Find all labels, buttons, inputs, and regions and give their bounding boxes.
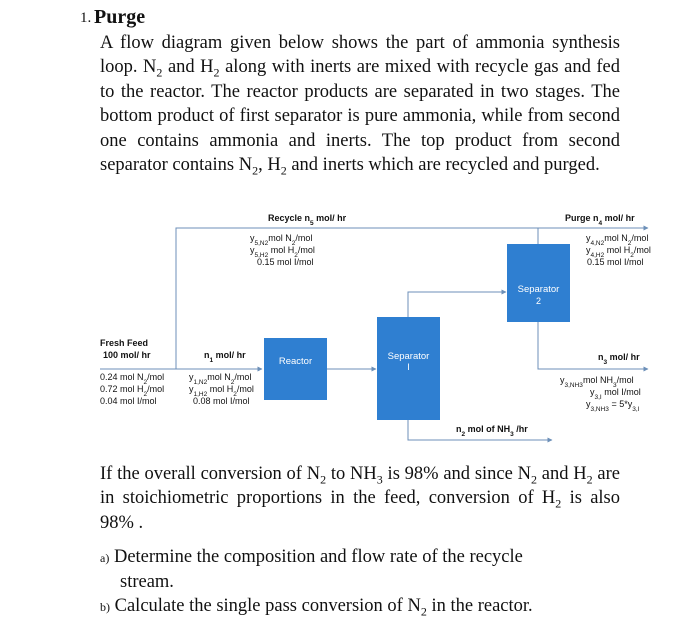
fresh-feed-title: Fresh Feed: [100, 338, 149, 348]
recycle-line: [176, 228, 538, 369]
reactor-feed-inerts: 0.08 mol I/mol: [193, 396, 250, 406]
part-b-label: b): [100, 600, 110, 614]
reactor-box: [264, 338, 327, 400]
bottom3-y-nh3: $y_{3,NH3}mol$ $NH_3$/mol: [560, 375, 634, 389]
part-a-label: a): [100, 551, 110, 565]
recycle-y-n2: $y_{5,N2}mol$ $N_2$/mol: [250, 233, 313, 247]
reactor-feed-h2: $y_{1,H2}$ mol $H_2$/mol: [189, 384, 254, 398]
question-number: 1.: [80, 10, 92, 26]
recycle-y-h2: $y_{5,H2}$ mol $H_2$/mol: [250, 245, 315, 259]
separator2-sub: 2: [535, 296, 542, 306]
bottom3-relation: $y_{3,NH3} = 5*y_{3,I}$: [586, 399, 640, 413]
purge-header: Purge $n_4$ mol/ hr: [565, 213, 635, 227]
part-b: [100, 594, 630, 619]
bottom3-y-inerts: $y_{3,I}$ mol I/mol: [590, 387, 641, 401]
separator1-to-separator2-line: [408, 292, 506, 317]
separator2-box: [507, 244, 570, 322]
reactor-feed-n2: $y_{1,N2}mol$ $N_2$/mol: [189, 372, 252, 386]
bottom3-rate: $n_3$ mol/ hr: [598, 352, 640, 366]
separator1-sub: I: [407, 362, 410, 372]
reactor-feed-rate: $n_1$ mol/ hr: [204, 350, 246, 364]
part-b-text: Calculate the single pass conversion of $N_2$ in the reactor.: [114, 596, 533, 619]
conversion-paragraph: If the overall conversion of $N_2$ to $NH_3$ is 98% and since $N_2$ and $H_2$ are in stoichiometric proportions in the feed, conversion of $H_2$ is also 98% .: [100, 464, 621, 533]
ammonia-product-label: $n_2$ mol of $NH_3$ /hr: [456, 424, 528, 438]
recycle-inerts: 0.15 mol I/mol: [257, 257, 314, 267]
separator1-label: Separator: [387, 351, 430, 362]
intro-paragraph: A flow diagram given below shows the part of ammonia synthesis loop. $N_2$ and $H_2$ along with inerts are mixed with recycle gas and fed to the reactor. The reactor products are separated in two stages. The bottom product of first separator is pure ammonia, while from second one contains ammonia and inerts. The top product from second separator contains $N_2$, $H_2$ and inerts which are recycled and purged.: [100, 33, 620, 178]
fresh-feed-n2: 0.24 mol $N_2$/mol: [100, 372, 165, 386]
fresh-feed-inerts: 0.04 mol I/mol: [100, 396, 157, 406]
reactor-label: Reactor: [278, 356, 313, 367]
part-a: [100, 545, 630, 595]
fresh-feed-rate: 100 mol/ hr: [103, 350, 151, 360]
purge-y-h2: $y_{4,H2}$ mol $H_2$/mol: [586, 245, 651, 259]
purge-inerts: 0.15 mol I/mol: [587, 257, 644, 267]
purge-y-n2: $y_{4,N2}mol$ $N_2$/mol: [586, 233, 649, 247]
separator2-label: Separator: [517, 284, 560, 295]
question-title: Purge: [94, 6, 146, 28]
recycle-header: Recycle $n_5$ mol/ hr: [268, 213, 347, 227]
fresh-feed-h2: 0.72 mol $H_2$/mol: [100, 384, 165, 398]
part-a-line2: stream.: [120, 572, 174, 593]
part-a-line1: Determine the composition and flow rate of the recycle: [113, 547, 523, 567]
